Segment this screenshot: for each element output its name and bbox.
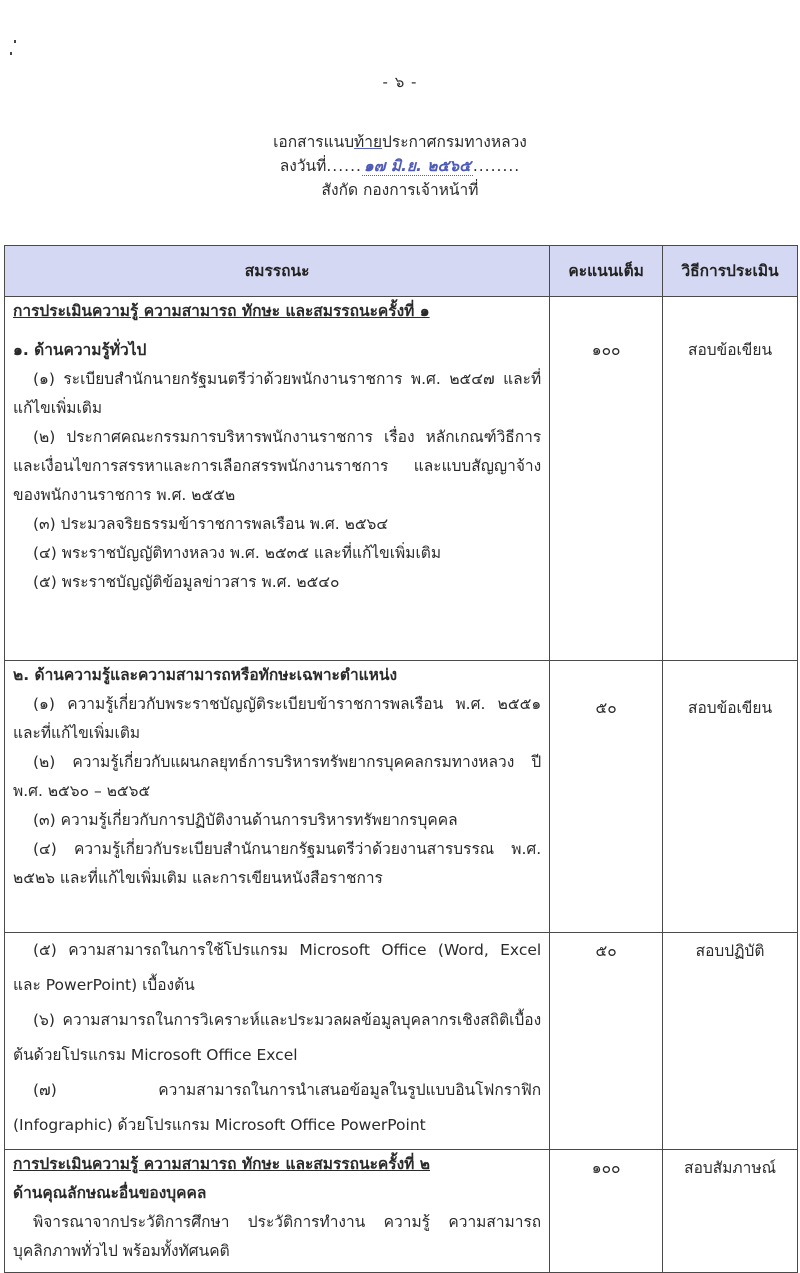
header-full-score: คะแนนเต็ม xyxy=(550,246,663,297)
table-row xyxy=(5,297,798,661)
list-item: (๑) ความรู้เกี่ยวกับพระราชบัญญัติระเบียบข้าราชการพลเรือน พ.ศ. ๒๕๕๑ และที่แก้ไขเพิ่มเติม xyxy=(13,695,542,742)
heading-title-post: ประกาศกรมทางหลวง xyxy=(382,133,527,151)
list-item: (๖) ความสามารถในการวิเคราะห์และประมวลผลข้อมูลบุคลากรเชิงสถิติเบื้องต้นด้วยโปรแกรม Microsoft Office Excel xyxy=(13,1011,542,1064)
page-number: - ๖ - xyxy=(382,73,418,91)
list-item: พิจารณาจากประวัติการศึกษา ประวัติการทำงาน ความรู้ ความสามารถ บุคลิกภาพทั่วไป พร้อมทั้งทัศนคติ xyxy=(13,1213,542,1260)
table-row xyxy=(5,933,798,1150)
competency-cell xyxy=(5,1150,550,1273)
group-title: ๒. ด้านความรู้และความสามารถหรือทักษะเฉพาะตำแหน่ง xyxy=(13,666,398,684)
full-score-cell: ๕๐ xyxy=(550,661,663,933)
list-item: (๓) ประมวลจริยธรรมข้าราชการพลเรือน พ.ศ. ๒๕๖๔ xyxy=(33,515,389,533)
full-score-cell: ๕๐ xyxy=(550,933,663,1150)
spacer xyxy=(13,326,541,336)
list-item: (๔) พระราชบัญญัติทางหลวง พ.ศ. ๒๕๓๕ และที่แก้ไขเพิ่มเติม xyxy=(33,544,442,562)
competency-cell xyxy=(5,297,550,661)
affiliation: สังกัด กองการเจ้าหน้าที่ xyxy=(321,181,479,199)
header-evaluation-method: วิธีการประเมิน xyxy=(663,246,798,297)
heading-title-pre: เอกสารแนบ xyxy=(273,133,355,151)
heading-title-line xyxy=(0,130,800,154)
list-item: (๑) ระเบียบสำนักนายกรัฐมนตรีว่าด้วยพนักงานราชการ พ.ศ. ๒๕๔๗ และที่แก้ไขเพิ่มเติม xyxy=(13,370,542,417)
table-row xyxy=(5,1150,798,1273)
list-item: (๓) ความรู้เกี่ยวกับการปฏิบัติงานด้านการบริหารทรัพยากรบุคคล xyxy=(33,811,458,829)
date-label: ลงวันที่ xyxy=(279,157,327,175)
evaluation-method-cell: สอบสัมภาษณ์ xyxy=(663,1150,798,1273)
header-competency: สมรรถนะ xyxy=(5,246,550,297)
list-item: (๒) ความรู้เกี่ยวกับแผนกลยุทธ์การบริหารทรัพยากรบุคคลกรมทางหลวง ปี พ.ศ. ๒๕๖๐ – ๒๕๖๕ xyxy=(13,753,542,800)
competency-table xyxy=(4,245,798,1273)
list-item: (๒) ประกาศคณะกรรมการบริหารพนักงานราชการ เรื่อง หลักเกณฑ์วิธีการและเงื่อนไขการสรรหาและการเลือกสรรพนักงานราชการ และแบบสัญญาจ้างของพนักงานราชการ พ.ศ. ๒๕๕๒ xyxy=(13,428,542,504)
full-score-cell: ๑๐๐ xyxy=(550,297,663,661)
scan-speck xyxy=(14,40,16,43)
evaluation-method-cell: สอบข้อเขียน xyxy=(663,661,798,933)
table-row xyxy=(5,661,798,933)
competency-cell xyxy=(5,933,550,1150)
competency-cell xyxy=(5,661,550,933)
handwritten-date: ๑๗ มิ.ย. ๒๕๖๕ xyxy=(363,157,471,175)
full-score-cell: ๑๐๐ xyxy=(550,1150,663,1273)
date-line xyxy=(0,154,800,178)
document-heading xyxy=(0,130,800,202)
list-item: (๕) ความสามารถในการใช้โปรแกรม Microsoft Office (Word, Excel และ PowerPoint) เบื้องต้น xyxy=(13,941,542,994)
group-title: ๑. ด้านความรู้ทั่วไป xyxy=(13,341,147,359)
evaluation-method-cell: สอบปฏิบัติ xyxy=(663,933,798,1150)
list-item: (๕) พระราชบัญญัติข้อมูลข่าวสาร พ.ศ. ๒๕๔๐ xyxy=(33,573,340,591)
table-header-row xyxy=(5,246,798,297)
list-item: (๗) ความสามารถในการนำเสนอข้อมูลในรูปแบบอินโฟกราฟิก (Infographic) ด้วยโปรแกรม Microsoft Office PowerPoint xyxy=(13,1081,542,1134)
section-title: การประเมินความรู้ ความสามารถ ทักษะ และสมรรถนะครั้งที่ ๑ xyxy=(13,302,430,320)
section-title: การประเมินความรู้ ความสามารถ ทักษะ และสมรรถนะครั้งที่ ๒ xyxy=(13,1155,430,1173)
group-title: ด้านคุณลักษณะอื่นของบุคคล xyxy=(13,1184,207,1202)
date-dots: ...... xyxy=(326,157,362,175)
scan-speck xyxy=(10,52,12,55)
date-dots: ........ xyxy=(472,157,521,175)
list-item: (๔) ความรู้เกี่ยวกับระเบียบสำนักนายกรัฐมนตรีว่าด้วยงานสารบรรณ พ.ศ. ๒๕๒๖ และที่แก้ไขเพิ่มเติม และการเขียนหนังสือราชการ xyxy=(13,840,542,887)
heading-title-underlined: ท้าย xyxy=(354,133,383,151)
evaluation-method-cell: สอบข้อเขียน xyxy=(663,297,798,661)
